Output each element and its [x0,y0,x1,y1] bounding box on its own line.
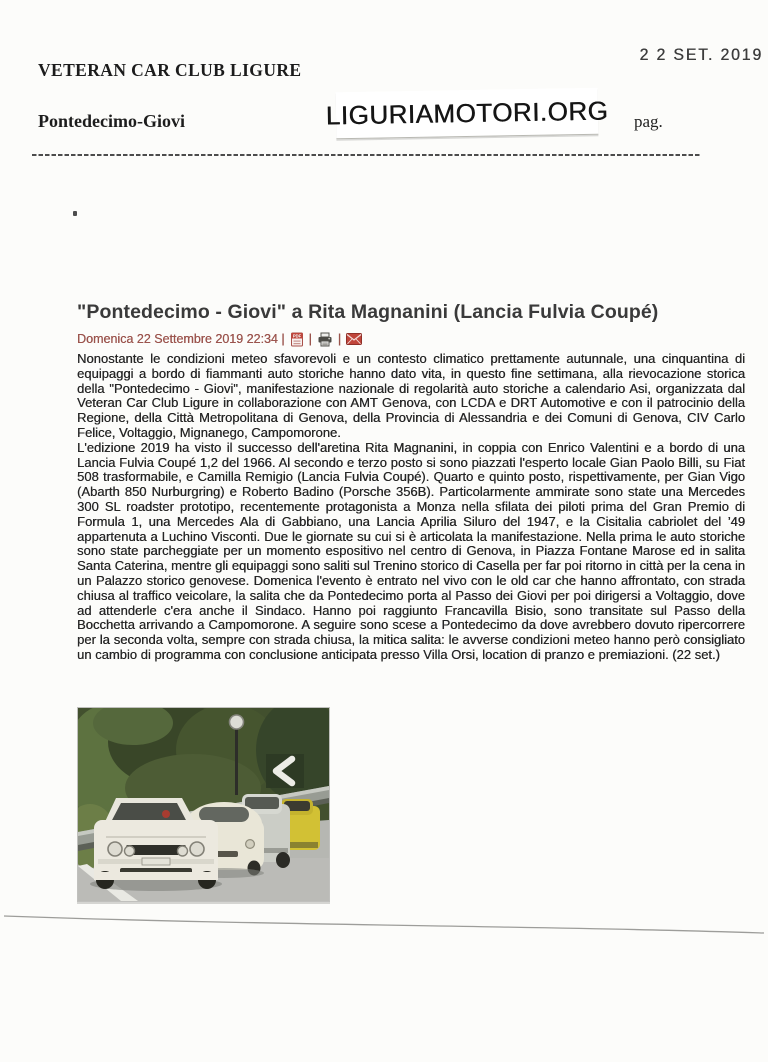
dateline-text: Domenica 22 Settembre 2019 22:34 | [77,332,285,346]
article-paragraph: Nonostante le condizioni meteo sfavorevoli e un contesto climatico prettamente autunnale, una cinquantina di equipaggi a bordo di fiammanti auto storiche hanno dato vita, in questo fine settimana, alla rievocazione storica della "Pontedecimo - Giovi", manifestazione nazionale di regolarità auto storiche a calendario Asi, organizzata dal Veteran Car Club Ligure in collaborazione con AMT Genova, con LCDA e DRT Automotive e con il patrocinio della Regione, della Città Metropolitana di Genova, della Provincia di Alessandria e dei Comuni di Genova, CIV Carlo Felice, Voltaggio, Mignanego, Campomorone. [77,351,745,440]
article [77,301,745,663]
article-title: "Pontedecimo - Giovi" a Rita Magnanini (Lancia Fulvia Coupé) [77,301,659,323]
date-stamp: 2 2 SET. 2019 [639,45,763,64]
round-road-sign-icon [230,715,244,729]
dateline-separator: | [337,332,342,346]
article-dateline [77,331,745,347]
svg-text:PDF: PDF [292,333,301,339]
pdf-icon [290,332,304,347]
chevron-sign-icon [266,754,304,788]
event-name: Pontedecimo-Giovi [38,111,185,131]
page-number-label: pag. [634,112,663,131]
ink-mark [73,211,77,216]
print-icon [317,332,333,347]
classic-cars-photo [78,708,329,901]
scan-crease-line [0,906,768,940]
dateline-separator: | [308,332,312,346]
dashed-separator [32,154,700,156]
masthead-label [325,88,609,140]
email-icon [346,333,362,345]
club-name: VETERAN CAR CLUB LIGURE [38,60,302,80]
masthead-text: LIGURIAMOTORI.ORG [325,95,609,130]
article-photo [77,707,330,902]
article-body [77,352,745,663]
article-paragraph: L'edizione 2019 ha visto il successo dell'aretina Rita Magnanini, in coppia con Enrico Valentini e a bordo di una Lancia Fulvia Coupé 1,2 del 1966. Al secondo e terzo posto si sono piazzati l'esperto locale Gian Paolo Billi, su Fiat 508 trasformabile, e Camilla Remigio (Lancia Fulvia Coupé). Quarto e quinto posto, rispettivamente, per Gian Vigo (Abarth 850 Nurburgring) e Roberto Badino (Porsche 356B). Particolarmente ammirate sono state una Mercedes 300 SL roadster prototipo, recentemente protagonista a Monza nella sfilata dei piloti prima del Gran Premio di Formula 1, una Mercedes Ala di Gabbiano, una Lancia Aprilia Siluro del 1947, e la Cisitalia cabriolet del ’49 appartenuta a Luchino Visconti. Due le giornate su cui si è articolata la manifestazione. Nella prima le auto storiche sono state parcheggiate per un momento espositivo nel centro di Genova, in Piazza Fontane Marose ed in salita Santa Caterina, mentre gli equipaggi sono saliti sul Trenino storico di Casella per far poi ritorno in città per la cena in un Palazzo storico genovese. Domenica l'evento è entrato nel vivo con le old car che hanno affrontato, con strada chiusa al traffico veicolare, la salita che da Pontedecimo porta al Passo dei Giovi per poi dirigersi a Voltaggio, dove ad attenderle c'era anche il Sindaco. Hanno poi raggiunto Francavilla Bisio, sono transitate sul Passo della Bocchetta arrivando a Campomorone. A seguire sono scese a Pontedecimo da dove avrebbero dovuto ripercorrere per la seconda volta, sempre con strada chiusa, la mitica salita: le avverse condizioni meteo hanno però consigliato un cambio di programma con conclusione anticipata presso Villa Orsi, location di pranzo e premiazioni. (22 set.) [77,439,745,662]
